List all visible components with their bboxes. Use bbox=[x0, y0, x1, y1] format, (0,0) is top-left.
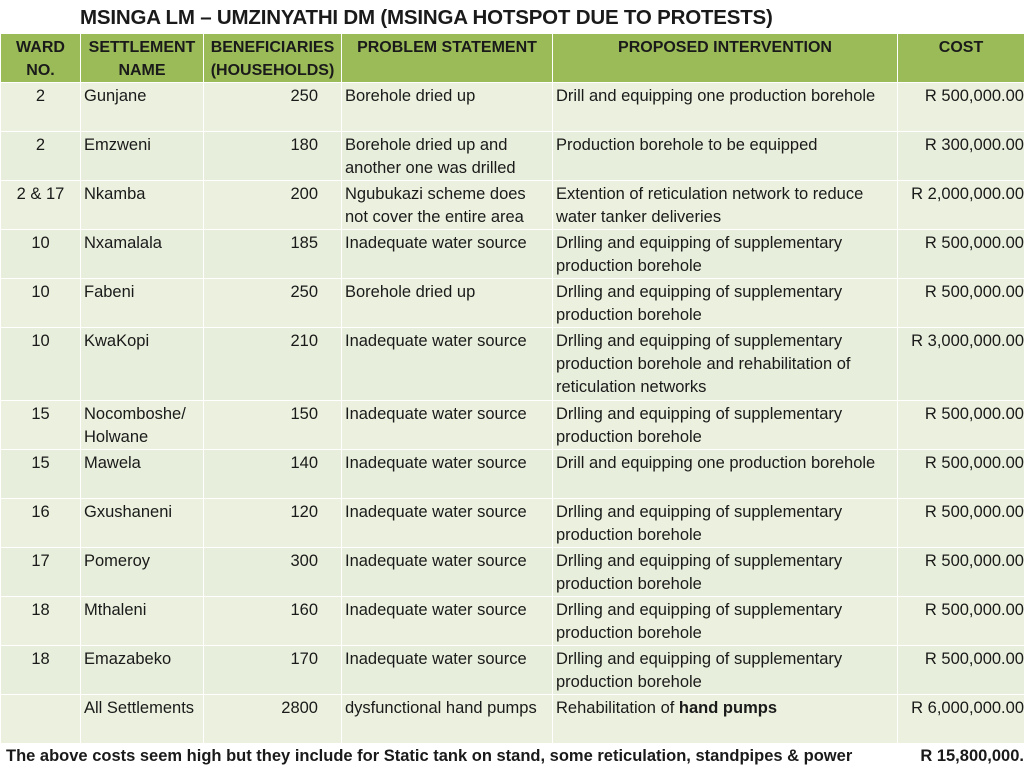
table-row-all-settlements bbox=[1, 695, 1024, 744]
cell-problem: Inadequate water source bbox=[342, 499, 553, 548]
cell-problem: Borehole dried up and another one was drilled bbox=[342, 132, 553, 181]
cell-problem: Inadequate water source bbox=[342, 646, 553, 695]
table-body bbox=[1, 83, 1024, 770]
cell-intervention: Drlling and equipping of supplementary production borehole bbox=[553, 230, 898, 279]
cell-settlement: Nxamalala bbox=[81, 230, 204, 279]
cell-cost: R 2,000,000.00 bbox=[898, 181, 1024, 230]
header-cost: COST bbox=[898, 34, 1024, 83]
table-row bbox=[1, 230, 1024, 279]
cell-beneficiaries: 250 bbox=[204, 279, 342, 328]
cell-beneficiaries: 2800 bbox=[204, 695, 342, 744]
cell-intervention: Drlling and equipping of supplementary production borehole bbox=[553, 646, 898, 695]
cell-intervention: Drlling and equipping of supplementary production borehole bbox=[553, 279, 898, 328]
cell-ward: 10 bbox=[1, 230, 81, 279]
footer-note: The above costs seem high but they include for Static tank on stand, some reticulation, standpipes & power bbox=[1, 744, 898, 770]
cell-ward: 15 bbox=[1, 450, 81, 499]
cell-beneficiaries: 160 bbox=[204, 597, 342, 646]
table-row bbox=[1, 548, 1024, 597]
cell-ward bbox=[1, 695, 81, 744]
cell-intervention: Drlling and equipping of supplementary production borehole bbox=[553, 499, 898, 548]
intervention-highlight: hand pumps bbox=[679, 699, 777, 717]
cell-problem: Inadequate water source bbox=[342, 597, 553, 646]
cell-problem: Inadequate water source bbox=[342, 328, 553, 401]
cell-settlement: Gunjane bbox=[81, 83, 204, 132]
footer-total: R 15,800,000. bbox=[898, 744, 1024, 770]
cell-cost: R 6,000,000.00 bbox=[898, 695, 1024, 744]
cell-settlement: Pomeroy bbox=[81, 548, 204, 597]
table-row bbox=[1, 499, 1024, 548]
cell-cost: R 500,000.00 bbox=[898, 83, 1024, 132]
cell-ward: 16 bbox=[1, 499, 81, 548]
cell-settlement: Emazabeko bbox=[81, 646, 204, 695]
cell-cost: R 500,000.00 bbox=[898, 279, 1024, 328]
cell-problem: Inadequate water source bbox=[342, 401, 553, 450]
table-row bbox=[1, 328, 1024, 401]
cell-settlement: KwaKopi bbox=[81, 328, 204, 401]
cell-intervention: Extention of reticulation network to reduce water tanker deliveries bbox=[553, 181, 898, 230]
intervention-prefix: Rehabilitation of bbox=[556, 699, 679, 717]
cell-intervention: Drlling and equipping of supplementary production borehole bbox=[553, 548, 898, 597]
cell-problem: Inadequate water source bbox=[342, 230, 553, 279]
page-title: MSINGA LM – UMZINYATHI DM (MSINGA HOTSPOT DUE TO PROTESTS) bbox=[80, 6, 773, 30]
cell-ward: 17 bbox=[1, 548, 81, 597]
cell-beneficiaries: 170 bbox=[204, 646, 342, 695]
cell-ward: 2 bbox=[1, 83, 81, 132]
cell-problem: Inadequate water source bbox=[342, 548, 553, 597]
header-beneficiaries: BENEFICIARIES (HOUSEHOLDS) bbox=[204, 34, 342, 83]
cell-intervention: Drill and equipping one production borehole bbox=[553, 450, 898, 499]
cell-ward: 2 & 17 bbox=[1, 181, 81, 230]
cell-settlement: Nkamba bbox=[81, 181, 204, 230]
cell-settlement: All Settlements bbox=[81, 695, 204, 744]
cell-ward: 18 bbox=[1, 646, 81, 695]
table-row bbox=[1, 279, 1024, 328]
cell-problem: Inadequate water source bbox=[342, 450, 553, 499]
table-row bbox=[1, 401, 1024, 450]
cell-ward: 18 bbox=[1, 597, 81, 646]
cell-beneficiaries: 250 bbox=[204, 83, 342, 132]
cell-beneficiaries: 185 bbox=[204, 230, 342, 279]
cell-cost: R 300,000.00 bbox=[898, 132, 1024, 181]
cell-intervention: Drill and equipping one production borehole bbox=[553, 83, 898, 132]
table-row bbox=[1, 646, 1024, 695]
cell-ward: 10 bbox=[1, 328, 81, 401]
header-problem: PROBLEM STATEMENT bbox=[342, 34, 553, 83]
cell-beneficiaries: 210 bbox=[204, 328, 342, 401]
cell-beneficiaries: 300 bbox=[204, 548, 342, 597]
table-row bbox=[1, 132, 1024, 181]
projects-table bbox=[0, 33, 1024, 770]
cell-problem: Borehole dried up bbox=[342, 83, 553, 132]
header-intervention: PROPOSED INTERVENTION bbox=[553, 34, 898, 83]
cell-beneficiaries: 140 bbox=[204, 450, 342, 499]
cell-beneficiaries: 200 bbox=[204, 181, 342, 230]
cell-problem: Borehole dried up bbox=[342, 279, 553, 328]
cell-beneficiaries: 150 bbox=[204, 401, 342, 450]
cell-problem: dysfunctional hand pumps bbox=[342, 695, 553, 744]
cell-cost: R 500,000.00 bbox=[898, 401, 1024, 450]
header-settlement: SETTLEMENT NAME bbox=[81, 34, 204, 83]
table-row bbox=[1, 450, 1024, 499]
cell-intervention bbox=[553, 695, 898, 744]
cell-ward: 10 bbox=[1, 279, 81, 328]
footer-row bbox=[1, 744, 1024, 770]
cell-beneficiaries: 180 bbox=[204, 132, 342, 181]
cell-cost: R 500,000.00 bbox=[898, 230, 1024, 279]
cell-ward: 2 bbox=[1, 132, 81, 181]
cell-cost: R 500,000.00 bbox=[898, 450, 1024, 499]
cell-ward: 15 bbox=[1, 401, 81, 450]
cell-intervention: Drlling and equipping of supplementary production borehole bbox=[553, 597, 898, 646]
header-row bbox=[1, 34, 1024, 83]
cell-cost: R 500,000.00 bbox=[898, 646, 1024, 695]
cell-intervention: Drlling and equipping of supplementary production borehole bbox=[553, 401, 898, 450]
cell-cost: R 500,000.00 bbox=[898, 597, 1024, 646]
cell-settlement: Nocomboshe/ Holwane bbox=[81, 401, 204, 450]
table-row bbox=[1, 597, 1024, 646]
cell-settlement: Mawela bbox=[81, 450, 204, 499]
cell-beneficiaries: 120 bbox=[204, 499, 342, 548]
cell-cost: R 500,000.00 bbox=[898, 499, 1024, 548]
cell-cost: R 3,000,000.00 bbox=[898, 328, 1024, 401]
cell-settlement: Emzweni bbox=[81, 132, 204, 181]
cell-problem: Ngubukazi scheme does not cover the entire area bbox=[342, 181, 553, 230]
table-row bbox=[1, 181, 1024, 230]
cell-settlement: Fabeni bbox=[81, 279, 204, 328]
cell-intervention: Drlling and equipping of supplementary production borehole and rehabilitation of reticulation networks bbox=[553, 328, 898, 401]
header-ward: WARD NO. bbox=[1, 34, 81, 83]
cell-intervention: Production borehole to be equipped bbox=[553, 132, 898, 181]
table-row bbox=[1, 83, 1024, 132]
cell-settlement: Mthaleni bbox=[81, 597, 204, 646]
cell-settlement: Gxushaneni bbox=[81, 499, 204, 548]
cell-cost: R 500,000.00 bbox=[898, 548, 1024, 597]
